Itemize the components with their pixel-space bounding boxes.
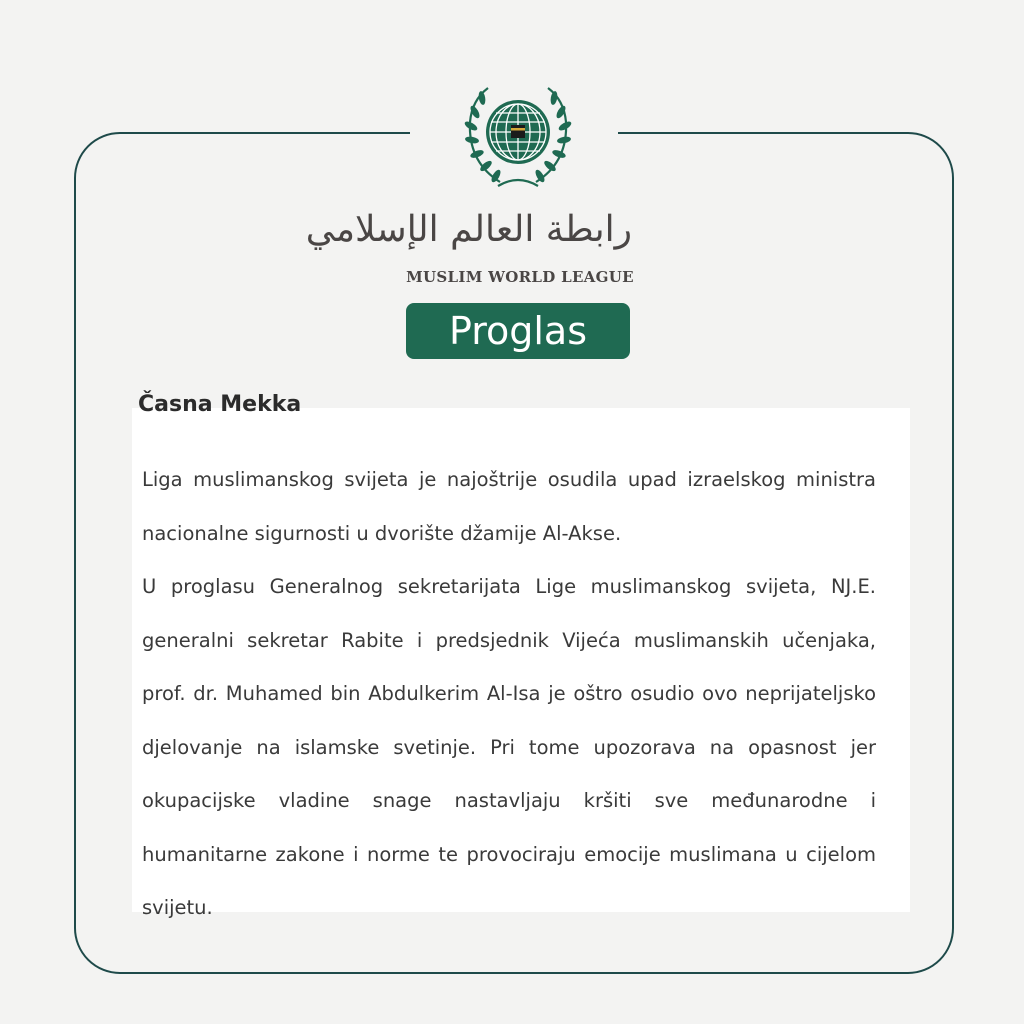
proglas-badge: Proglas [406,303,630,359]
article-body [142,453,876,935]
paragraph-1: Liga muslimanskog svijeta je najoštrije osudila upad izraelskog ministra nacionalne sigurnosti u dvorište džamije Al-Akse. [142,468,876,545]
muslim-world-league-logo-icon [458,82,578,194]
paragraph-2: U proglasu Generalnog sekretarijata Lige muslimanskog svijeta, NJ.E. generalni sekretar Rabite i predsjednik Vijeća muslimanskih učenjaka, prof. dr. Muhamed bin Abdulkerim Al-Isa je oštro osudio ovo neprijateljsko djelovanje na islamske svetinje. Pri tome upozorava na opasnost jer okupacijske vladine snage nastavljaju kršiti sve međunarodne i humanitarne zakone i norme te provociraju emocije muslimana u cijelom svijetu. [142,575,876,919]
location-heading: Časna Mekka [138,392,302,417]
arabic-org-name: رابطة العالم الإسلامي [305,209,632,250]
org-name: MUSLIM WORLD LEAGUE [406,268,634,286]
